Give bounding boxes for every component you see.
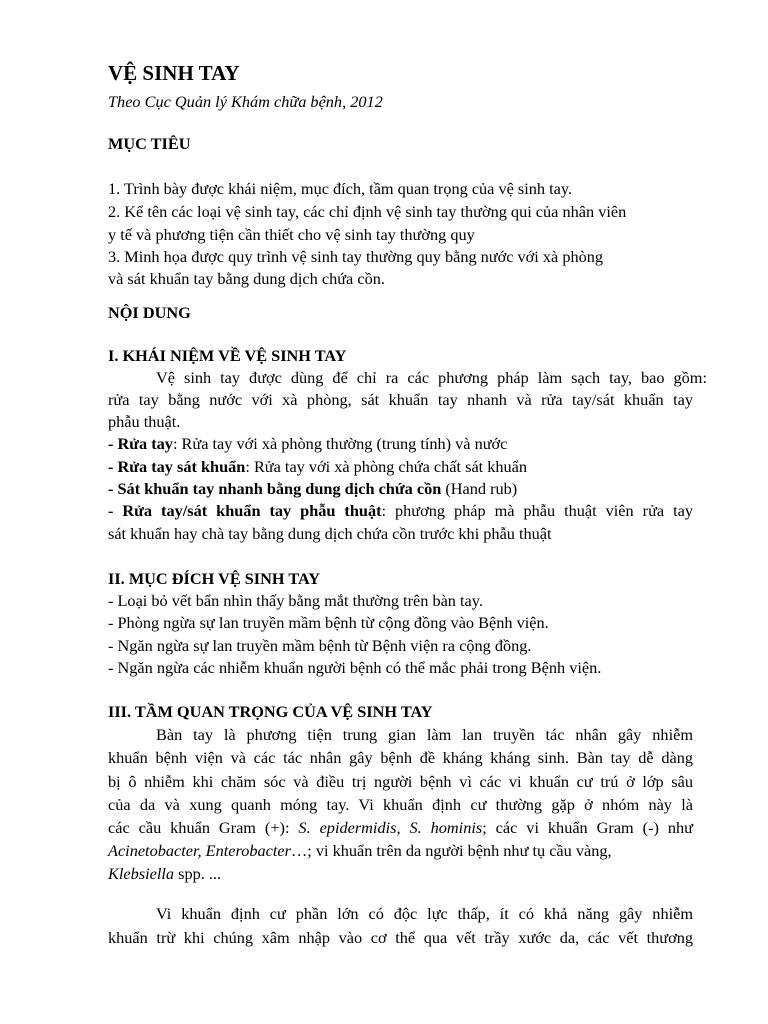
definition-antiseptic-wash bbox=[108, 455, 527, 478]
definition-term: - Rửa tay bbox=[108, 434, 173, 453]
content-heading: NỘI DUNG bbox=[108, 303, 191, 322]
species-names: S. epidermidis, S. hominis bbox=[298, 818, 483, 837]
section3-heading: III. TẦM QUAN TRỌNG CỦA VỆ SINH TAY bbox=[108, 702, 433, 721]
definition-term: - Sát khuẩn tay nhanh bằng dung dịch chứa cồn bbox=[108, 479, 442, 498]
section3-paragraph-line bbox=[108, 839, 612, 862]
text-run: …; vi khuẩn trên da người bệnh như tụ cầu vàng, bbox=[290, 841, 612, 860]
objective-item: 2. Kể tên các loại vệ sinh tay, các chỉ định vệ sinh tay thường qui của nhân viên bbox=[108, 202, 627, 221]
section1-heading: I. KHÁI NIỆM VỀ VỆ SINH TAY bbox=[108, 346, 347, 365]
definition-text: : Rửa tay với xà phòng chứa chất sát khuẩn bbox=[245, 457, 528, 476]
definition-text: (Hand rub) bbox=[441, 479, 518, 498]
section2-heading: II. MỤC ĐÍCH VỆ SINH TAY bbox=[108, 569, 321, 588]
document-title: VỆ SINH TAY bbox=[108, 61, 240, 85]
purpose-item: - Ngăn ngừa các nhiễm khuẩn người bệnh có thể mắc phải trong Bệnh viện. bbox=[108, 658, 602, 677]
text-run: các cầu khuẩn Gram (+): bbox=[108, 818, 299, 837]
objective-item: 1. Trình bày được khái niệm, mục đích, tầm quan trọng của vệ sinh tay. bbox=[108, 179, 573, 198]
genus-names: Acinetobacter, Enterobacter bbox=[108, 841, 291, 860]
definition-term: - Rửa tay sát khuẩn bbox=[108, 457, 246, 476]
section3-paragraph-line: khuẩn bệnh viện và các tác nhân gây bệnh đề kháng kháng sinh. Bàn tay dễ dàng bbox=[108, 748, 693, 767]
objective-item: 3. Minh họa được quy trình vệ sinh tay thường quy bằng nước với xà phòng bbox=[108, 247, 604, 266]
objectives-heading: MỤC TIÊU bbox=[108, 134, 191, 153]
objective-item: y tế và phương tiện cần thiết cho vệ sinh tay thường quy bbox=[108, 225, 475, 244]
objective-item: và sát khuẩn tay bằng dung dịch chứa cồn. bbox=[108, 269, 385, 288]
section3-paragraph-line bbox=[108, 862, 221, 885]
purpose-item: - Loại bỏ vết bẩn nhìn thấy bằng mắt thường trên bàn tay. bbox=[108, 591, 483, 610]
purpose-item: - Phòng ngừa sự lan truyền mầm bệnh từ cộng đồng vào Bệnh viện. bbox=[108, 613, 549, 632]
section3-paragraph-line: của da và xung quanh móng tay. Vi khuẩn định cư thường gặp ở nhóm này là bbox=[108, 795, 693, 814]
definition-hand-rub bbox=[108, 477, 517, 500]
purpose-item: - Ngăn ngừa sự lan truyền mầm bệnh từ Bệnh viện ra cộng đồng. bbox=[108, 636, 532, 655]
section3-paragraph-line: khuẩn trừ khi chúng xâm nhập vào cơ thể qua vết trầy xước da, các vết thương bbox=[108, 928, 693, 947]
section3-paragraph-line bbox=[108, 816, 693, 839]
section1-paragraph-line: Vệ sinh tay được dùng để chỉ ra các phương pháp làm sạch tay, bao gồm: bbox=[156, 368, 707, 387]
document-subtitle: Theo Cục Quản lý Khám chữa bệnh, 2012 bbox=[108, 92, 383, 111]
section3-paragraph-line: Bàn tay là phương tiện trung gian làm lan truyền tác nhân gây nhiễm bbox=[156, 725, 693, 744]
text-run: ; các vi khuẩn Gram (-) như bbox=[482, 818, 693, 837]
definition-text: : phương pháp mà phẫu thuật viên rửa tay bbox=[381, 501, 693, 520]
section3-paragraph-line: Vi khuẩn định cư phần lớn có độc lực thấp, ít có khả năng gây nhiễm bbox=[156, 904, 693, 923]
section3-paragraph-line: bị ô nhiễm khi chăm sóc và điều trị người bệnh vì các vi khuẩn cư trú ở lớp sâu bbox=[108, 772, 693, 791]
section1-paragraph-line: phẫu thuật. bbox=[108, 412, 181, 431]
section1-paragraph-line: rửa tay bằng nước với xà phòng, sát khuẩn tay nhanh và rửa tay/sát khuẩn tay bbox=[108, 390, 693, 409]
definition-wash bbox=[108, 432, 507, 455]
definition-text: : Rửa tay với xà phòng thường (trung tính) và nước bbox=[172, 434, 508, 453]
definition-continuation: sát khuẩn hay chà tay bằng dung dịch chứa cồn trước khi phẫu thuật bbox=[108, 524, 552, 543]
definition-term: - Rửa tay/sát khuẩn tay phẫu thuật bbox=[108, 501, 382, 520]
definition-surgical bbox=[108, 499, 693, 522]
text-run: spp. ... bbox=[174, 864, 222, 883]
genus-name: Klebsiella bbox=[108, 864, 175, 883]
